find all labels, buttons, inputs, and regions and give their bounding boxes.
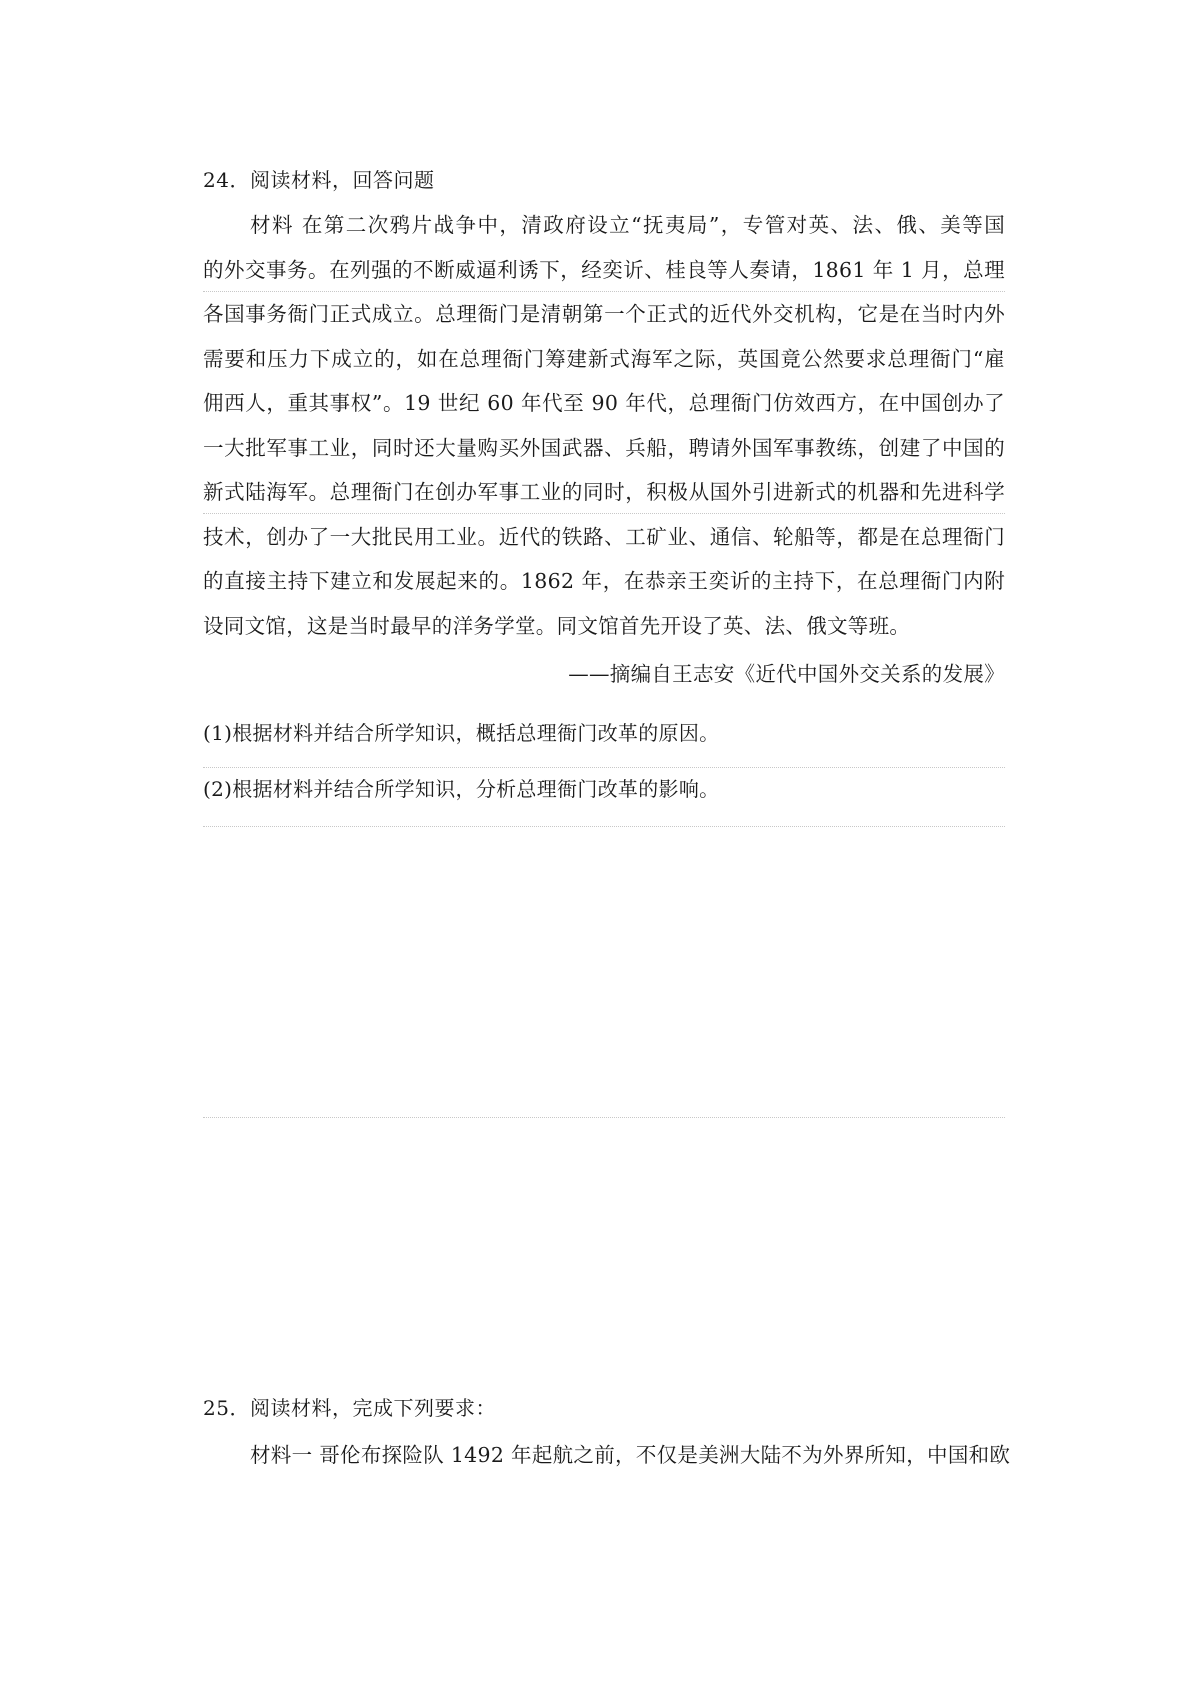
material-line: 技术，创办了一大批民用工业。近代的铁路、工矿业、通信、轮船等，都是在总理衙门	[203, 525, 1005, 549]
answer-area-separator	[203, 1117, 1005, 1118]
dotted-separator	[203, 767, 1005, 768]
material-line: 新式陆海军。总理衙门在创办军事工业的同时，积极从国外引进新式的机器和先进科学	[203, 480, 1005, 504]
dotted-separator	[203, 291, 1005, 292]
material-line: 的直接主持下建立和发展起来的。1862 年，在恭亲王奕䜣的主持下，在总理衙门内附	[203, 569, 1005, 593]
material-line: 各国事务衙门正式成立。总理衙门是清朝第一个正式的近代外交机构，它是在当时内外	[203, 302, 1005, 326]
material-line: 的外交事务。在列强的不断威逼利诱下，经奕䜣、桂良等人奏请，1861 年 1 月，总理	[203, 258, 1005, 282]
question-25-heading: 25．阅读材料，完成下列要求：	[203, 1396, 496, 1420]
material-line: 设同文馆，这是当时最早的洋务学堂。同文馆首先开设了英、法、俄文等班。	[203, 614, 911, 638]
sub-question-1: (1)根据材料并结合所学知识，概括总理衙门改革的原因。	[203, 721, 720, 745]
question-24-heading: 24．阅读材料，回答问题	[203, 168, 435, 192]
material-line: 佣西人，重其事权”。19 世纪 60 年代至 90 年代，总理衙门仿效西方，在中国创办了	[203, 391, 1005, 415]
material-line: 需要和压力下成立的，如在总理衙门筹建新式海军之际，英国竟公然要求总理衙门“雇	[203, 347, 1005, 371]
material-line: 材料 在第二次鸦片战争中，清政府设立“抚夷局”，专管对英、法、俄、美等国	[250, 213, 1005, 237]
material-line: 材料一 哥伦布探险队 1492 年起航之前，不仅是美洲大陆不为外界所知，中国和欧	[250, 1443, 1011, 1467]
sub-question-2: (2)根据材料并结合所学知识，分析总理衙门改革的影响。	[203, 777, 720, 801]
material-line: 一大批军事工业，同时还大量购买外国武器、兵船，聘请外国军事教练，创建了中国的	[203, 436, 1005, 460]
dotted-separator	[203, 826, 1005, 827]
dotted-separator	[203, 513, 1005, 514]
material-source: ——摘编自王志安《近代中国外交关系的发展》	[568, 662, 1005, 686]
